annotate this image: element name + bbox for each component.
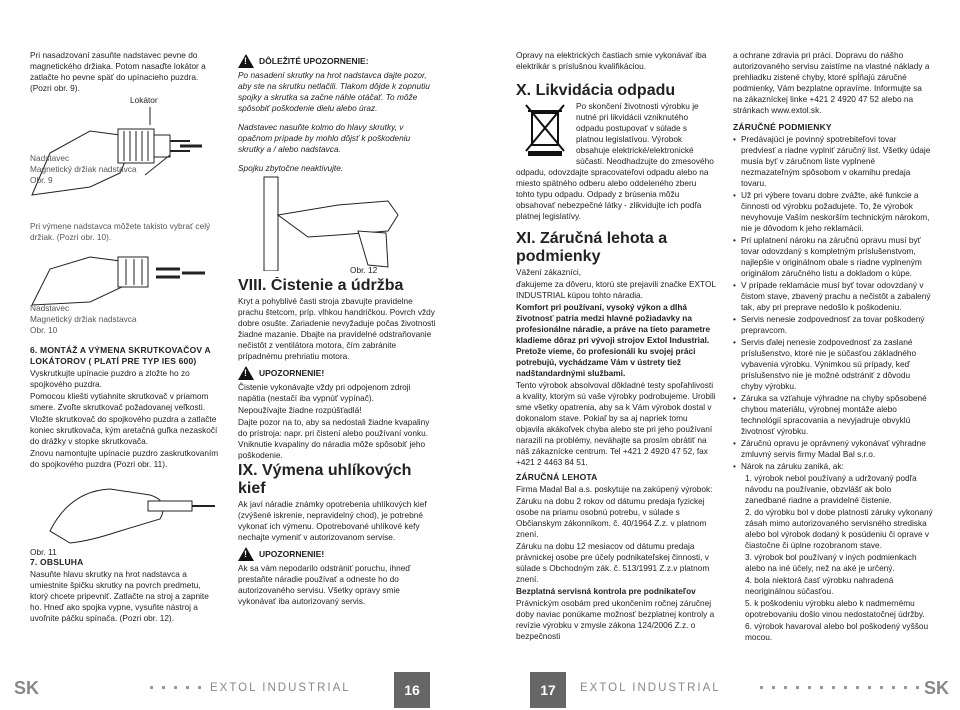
paragraph: Ak sa vám nepodarilo odstrániť poruchu, ihneď prestaňte náradie používať a odneste ho do autorizovaného servisu. Všetky opravy smie vykonávať iba autorizovaný servis. [238,563,411,606]
paragraph: Právnickým osobám pred ukončením ročnej záručnej doby naviac ponúkame možnosť bezplatnej kontroly a revízie výrobku v zmysle zákona 124/2006 Z.z. o bezpečnosti [516,598,715,641]
warning-icon [238,366,254,380]
brand-left: EXTOL INDUSTRIAL [210,682,351,694]
paragraph: Kryt a pohyblivé časti stroja zbavujte pravidelne prachu štetcom, príp. vlhkou handričkou. Povrch vždy dobre osušte. Zariadenie nevyžaduje počas životnosti žiadne mazanie. Dbajte na pravidelné odstraňovanie nečistôt z ventilátora motora, čím zabránite prípadnému prehriatiu motora. [238,296,436,361]
list-item: • Už pri výbere tovaru dobre zvážte, aké funkcie a činnosti od výrobku požadujete. To, že výrobok nevyhovuje Vaším neskorším technickým nárokom, nie je dôvodom k jeho reklamácii. [741,190,933,234]
warning-text [238,70,438,174]
column-1 [30,50,220,625]
paragraph: Opravy na elektrických častiach smie vykonávať iba elektrikár s príslušnou kvalifikáciou. [516,50,707,71]
void-conditions-list [733,473,933,643]
paragraph: ďakujeme za dôveru, ktorú ste prejavili značke EXTOL INDUSTRIAL kúpou tohto náradia. [516,279,716,300]
caption-11: Obr. 11 [30,547,57,557]
label-nadstavec: Nadstavec [30,153,70,163]
paragraph: Vážení zákazníci, [516,267,582,277]
paragraph: Záruku na dobu 12 mesiacov od dátumu predaja právnickej osobe pre účely podnikateľskej činnosti, v súlade s Obchodným zák. č. 513/1991 Z.z.v platnom znení. [516,541,710,584]
warning-title: UPOZORNENIE! [259,367,325,378]
list-item: • Záruka sa vzťahuje výhradne na chyby spôsobené chybou materiálu, výrobnej montáže alebo technológií spracovania a nevyjadruje obvyklú životnosť výrobku. [741,393,933,437]
caption-10: Obr. 10 [30,325,58,335]
lang-code-left: SK [14,678,40,698]
list-item: • Predávajúci je povinný spotrebiteľovi tovar predviesť a riadne vyplniť záručný list. Všetky údaje musia byť v záručnom liste vyplnené nezmazateľným spôsobom v okamihu predaja tovaru. [741,134,933,189]
paragraph: Znovu namontujte upínacie puzdro zaskrutkovaním do spojkového puzdra (Pozri obr. 11). [30,448,219,469]
column-3 [516,50,716,643]
figure-11 [30,471,220,557]
warning-title: DÔLEŽITÉ UPOZORNENIE: [259,55,369,66]
label-drziak: Magnetický držiak nadstavca [30,314,137,324]
footer-dots-left [150,686,201,689]
label-drziak: Magnetický držiak nadstavca [30,164,137,174]
section-heading-6: 6. MONTÁŽ A VÝMENA SKRUTKOVAČOV A LOKÁTOROV ( PLATÍ PRE TYP IES 600) [30,345,211,366]
paragraph: Dajte pozor na to, aby sa nedostali žiadne kvapaliny do prístroja: napr. pri čistení alebo používaní vonku. Vniknutie kvapaliny do náradia môže spôsobiť jeho poškodenie. [238,417,430,460]
list-item: 4. bola niektorá časť výrobku nahradená neoriginálnou súčasťou. [745,575,894,596]
section-heading-11: XI. Záručná lehota a podmienky [516,230,668,265]
paragraph: Po skončení životnosti výrobku je nutné pri likvidácii vzniknutého odpadu postupovať v súlade s platnou legislatívou. Výrobok obsahuje elektrické/elektronické súčasti. Neodhadzujte do zmesového odpadu, odovzdajte spracovateľovi odpadu alebo na miesto spätného odberu alebo oddeleného zberu tohto typu odpadu. Odpady z brúsenia môžu obsahovať nebezpečné látky - zlikvidujte ich podľa platnej legislatívy. [516,101,714,221]
warning-heading [238,54,438,68]
section-heading-8: VIII. Čistenie a údržba [238,277,404,294]
list-item: 1. výrobok nebol používaný a udržovaný podľa návodu na používanie, obzvlášť ak bolo zanedbané riadne a pravidelné čistenie. [745,473,917,505]
paragraph: Nasuňte hlavu skrutky na hrot nadstavca a umiestnite špičku skrutky na povrch predmetu, ktorý chcete pripevniť. Zatlačte na stroj a zapnite ho. Hneď ako spojka vypne, vysuňte nástroj a uvoľnite páčku spínača. (Pozri obr. 12). [30,569,209,623]
crossed-bin-icon [520,101,570,157]
conditions-list [733,134,933,472]
paragraph: Ak javí náradie známky opotrebenia uhlíkových kief (zvýšené iskrenie, nepravidelný chod), je potrebné vykonať ich výmenu. Opotrebované uhlíkové kefy nechajte vymeniť v autorizovanom servise. [238,499,427,542]
paragraph: Tento výrobok absolvoval dôkladné testy spoľahlivosti a kvality, ktorým sú vaše výrobky podrobujeme. Urobili sme všetky opatrenia, aby sa k Vám výrobok dostal v dokonalom stave. Pokiaľ by sa aj napriek tomu objavila akákoľvek chyba alebo ste pri jeho používaní narazili na problémy, neváhajte sa prosím obrátiť na náš zákaznícke centrum. Tel +421 2 4920 47 52, fax +421 2 4463 84 51. [516,380,716,467]
page-number-right: 17 [530,672,566,708]
list-item: • Servis ďalej nenesie zodpovednosť za zaslané príslušenstvo, ktoré nie je súčasťou základného vybavenia výrobku. Výnimkou sú prípady, keď príslušenstvo nie je možné odstrániť z dôvodu chyby výrobku. [741,337,933,392]
section-heading-9: IX. Výmena uhlíkových kief [238,462,412,497]
paragraph: Spojku zbytočne neaktivujte. [238,163,344,173]
label-nadstavec: Nadstavec [30,303,70,313]
warning-title: UPOZORNENIE! [259,548,325,559]
paragraph: Nepoužívajte žiadne rozpúšťadlá! [238,405,362,415]
warning-icon [238,54,254,68]
paragraph: Pri nasadzovaní zasuňte nadstavec pevne do magnetického držiaka. Potom nasaďte lokátor a zatlačte ho pevne späť do upínacieho puzdra. (Pozri obr. 9). [30,50,206,93]
section-heading-zarucne-podmienky: ZÁRUČNÉ PODMIENKY [733,122,832,132]
paragraph: a ochrane zdravia pri práci. Dopravu do nášho autorizovaného servisu zaistíme na vlastné náklady a prehliadku zistené chyby, ktoré spĺňajú záručné podmienky, Vám bezplatne opravíme. Informujte sa na zákazníckej linke +421 2 4920 47 52 alebo na stránkach www.extol.sk. [733,50,930,115]
fig9-labels [30,153,137,186]
figure-12 [238,175,438,277]
list-item: • V prípade reklamácie musí byť tovar odovzdaný v čistom stave, zbavený prachu a nečistôt a zabalený tak, aby pri preprave nedošlo k poškodeniu. [741,280,933,313]
paragraph: Bezplatná servisná kontrola pre podnikateľov [516,586,696,596]
drill-illustration [30,247,220,307]
column-4 [733,50,933,644]
brand-right: EXTOL INDUSTRIAL [580,682,721,694]
list-item: • Pri uplatnení nároku na záručnú opravu musí byť tovar odovzdaný s kompletným príslušenstvom, najlepšie v originálnom obale s riadne vyplneným originálom záručného listu a dokladom o kúpe. [741,235,933,279]
figure-9 [30,95,220,207]
paragraph: Nadstavec nasuňte kolmo do hlavy skrutky, v opačnom prípade by mohlo dôjsť k poškodeniu skrutky a / alebo nadstavca. [238,122,411,154]
footer [0,672,960,710]
paragraph: Pri výmene nadstavca môžete takisto vybrať celý držiak. (Pozri obr. 10). [30,221,211,242]
paragraph: Záruku na dobu 2 rokov od dátumu predaja fyzickej osobe na priamu osobnú potrebu, v súlade s Občianskym zákonníkom. č. 40/1964 Z.z. v platnom znení. [516,496,707,539]
list-item: 3. výrobok bol používaný v iných podmienkach alebo na iné účely, než na aké je určený. [745,552,917,573]
list-item: 6. výrobok havaroval alebo bol poškodený vyššou mocou. [745,621,929,642]
list-item: 2. do výrobku bol v dobe platnosti záruky vykonaný zásah mimo autorizovaného servisného strediska alebo bol výrobok dodaný k posúdeniu či oprave v čiastočne či úplne rozobranom stave. [745,507,933,550]
paragraph: Vložte skrutkovač do spojkového puzdra a zatlačte koniec skrutkovača, kým aretačná guľka nezaskočí do drážky v stopke skrutkovača. [30,414,218,446]
paragraph: Firma Madal Bal a.s. poskytuje na zakúpený výrobok: [516,484,713,494]
warning-icon [238,547,254,561]
list-item: • Záručnú opravu je oprávnený vykonávať výhradne zmluvný servis firmy Madal Bal s.r.o. [741,438,933,460]
section-heading-10: X. Likvidácia odpadu [516,82,676,99]
figure-10 [30,247,220,339]
list-item: 5. k poškodeniu výrobku alebo k nadmernému opotrebovaniu došlo vinou nedostatočnej údržby. [745,598,925,619]
list-item: • Servis nenesie zodpovednosť za tovar poškodený prepravcom. [741,314,933,336]
caption-9: Obr. 9 [30,175,53,185]
warning-heading [238,366,438,380]
drill-illustration [30,95,220,207]
paragraph: Komfort pri používaní, vysoký výkon a dlhá životnosť patria medzi hlavné požiadavky na profesionálne náradie, a práve na tieto parametre kladieme dôraz pri vývoji strojov Extol Industrial. Pretože vieme, čo profesionáli ku svojej práci potrebujú, vychádzame Vám v ústrety tiež nadštandardnými službami. [516,302,711,378]
list-item: • Nárok na záruku zaniká, ak: [741,461,933,472]
paragraph: Po nasadení skrutky na hrot nadstavca dajte pozor, aby ste na skrutku netlačili. Tlakom dôjde k zopnutiu spojky a skrutka sa začne náhle otáčať. To môže spôsobiť poškodenie dielu alebo úraz. [238,70,430,113]
section-heading-7: 7. OBSLUHA [30,557,84,567]
section-heading-zarucna-lehota: ZÁRUČNÁ LEHOTA [516,472,598,482]
column-2 [238,50,438,608]
footer-dots-right [760,686,919,689]
hand-illustration [30,471,220,547]
paragraph: Čistenie vykonávajte vždy pri odpojenom zdroji napätia (nestačí iba vypnúť vypínač). [238,382,411,403]
fig10-labels [30,303,137,336]
paragraph: Vyskrutkujte upínacie puzdro a zložte ho zo spojkového puzdra. [30,368,190,389]
label-lokator: Lokátor [130,95,158,105]
paragraph: Pomocou kliešti vytiahnite skrutkovač v priamom smere. Zvoľte skrutkovač požadovanej veľkosti. [30,391,209,412]
page-number-left: 16 [394,672,430,708]
warning-heading [238,547,438,561]
lang-code-right: SK [924,678,950,698]
caption-12: Obr. 12 [350,265,378,275]
screwdriver-wall-illustration [238,175,438,271]
